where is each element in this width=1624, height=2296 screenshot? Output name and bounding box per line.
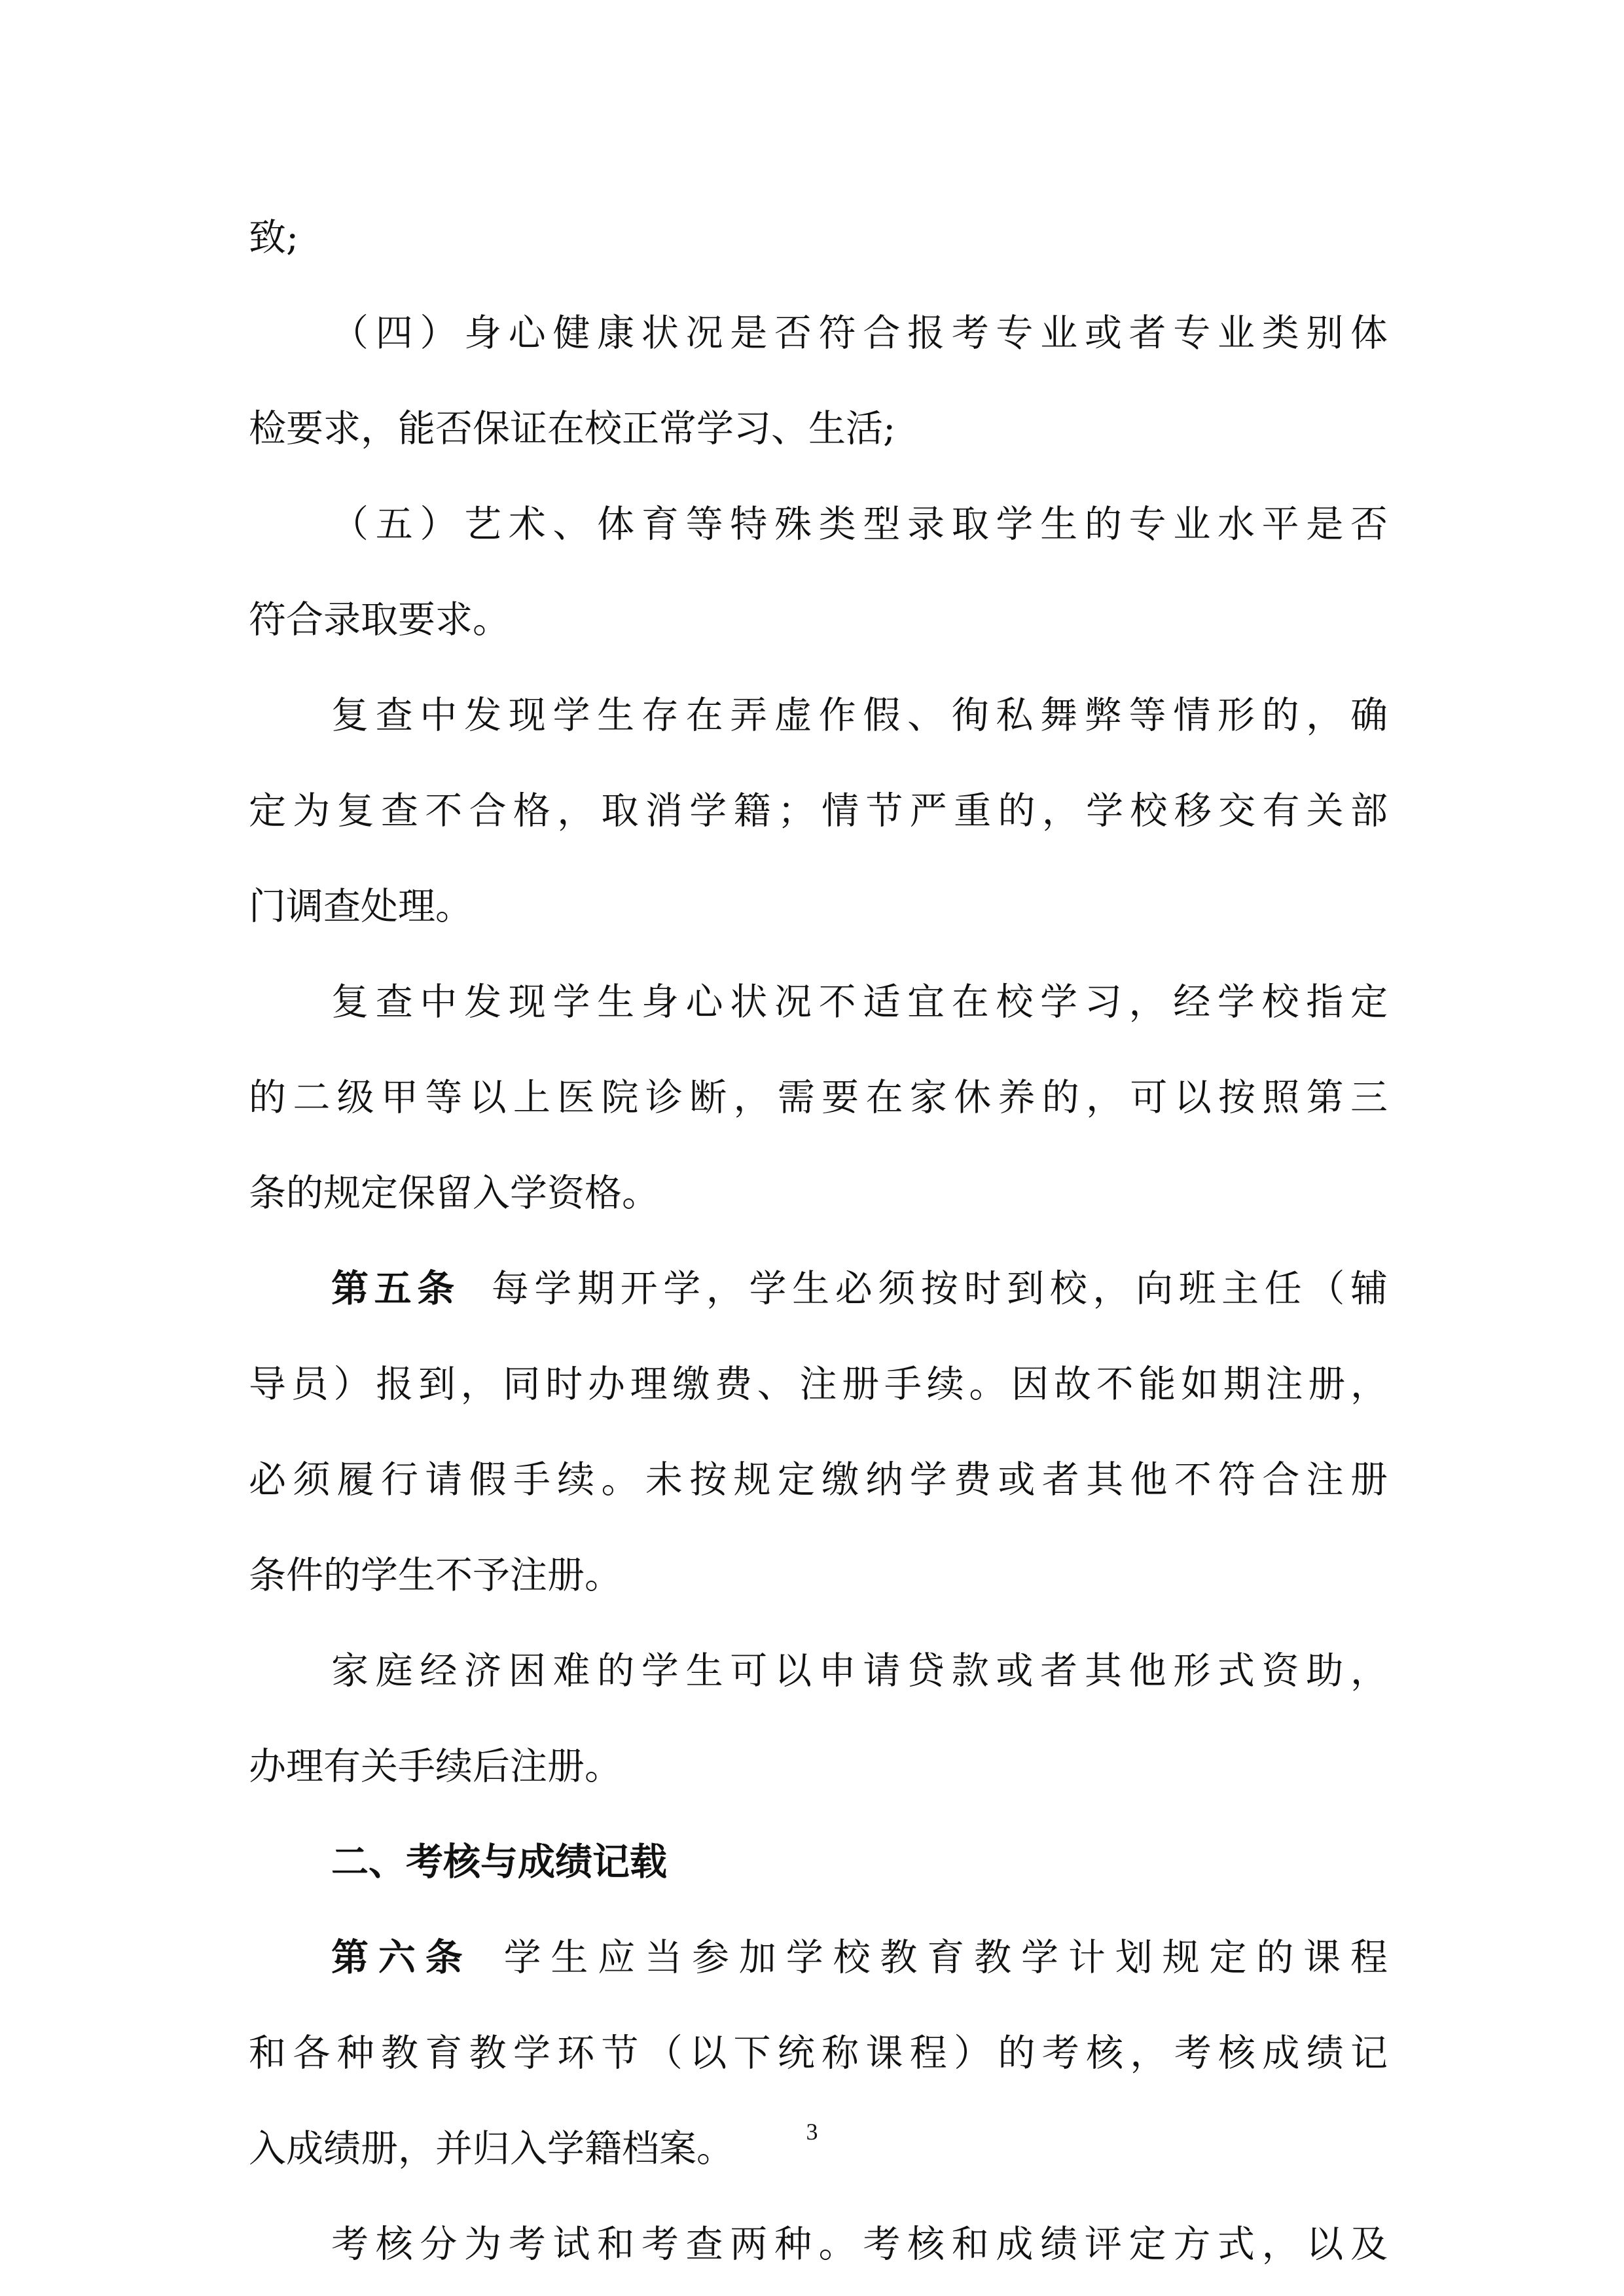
text-line xyxy=(249,381,1388,476)
text-line xyxy=(249,1336,1388,1432)
line-text: 条件的学生不予注册。 xyxy=(249,1554,622,1597)
line-text: 二、考核与成绩记载 xyxy=(331,1840,667,1884)
text-line xyxy=(249,1241,1388,1336)
text-line xyxy=(249,1623,1388,1719)
text-line xyxy=(249,2197,1388,2292)
text-line xyxy=(249,190,1388,285)
line-text: （四）身心健康状况是否符合报考专业或者专业类别体 xyxy=(331,312,1388,355)
text-line xyxy=(249,1432,1388,1528)
article-label: 第六条 xyxy=(331,1936,473,1979)
section-heading xyxy=(249,1814,1388,1910)
body-text xyxy=(249,190,1388,2292)
text-line xyxy=(249,572,1388,668)
line-text: 复查中发现学生身心状况不适宜在校学习，经学校指定 xyxy=(331,980,1388,1024)
text-line xyxy=(249,285,1388,381)
text-line xyxy=(249,668,1388,763)
line-text: 的二级甲等以上医院诊断，需要在家休养的，可以按照第三 xyxy=(249,1076,1388,1119)
line-text: （五）艺术、体育等特殊类型录取学生的专业水平是否 xyxy=(331,503,1388,546)
line-text: 学生应当参加学校教育教学计划规定的课程 xyxy=(503,1936,1388,1979)
text-line xyxy=(249,954,1388,1050)
page-number: 3 xyxy=(806,2119,818,2145)
line-text: 门调查处理。 xyxy=(249,885,473,928)
line-text: 和各种教育教学环节（以下统称课程）的考核，考核成绩记 xyxy=(249,2032,1388,2075)
line-text: 考核分为考试和考查两种。考核和成绩评定方式，以及 xyxy=(331,2223,1388,2266)
text-line xyxy=(249,476,1388,572)
line-text: 条的规定保留入学资格。 xyxy=(249,1172,659,1215)
article-label: 第五条 xyxy=(331,1267,460,1310)
text-line xyxy=(249,1145,1388,1241)
line-text: 家庭经济困难的学生可以申请贷款或者其他形式资助， xyxy=(331,1649,1388,1693)
text-line xyxy=(249,1528,1388,1623)
line-text: 入成绩册，并归入学籍档案。 xyxy=(249,2127,734,2170)
text-line xyxy=(249,2101,1388,2197)
line-text: 必须履行请假手续。未按规定缴纳学费或者其他不符合注册 xyxy=(249,1458,1388,1501)
text-line xyxy=(249,1719,1388,1814)
text-line xyxy=(249,1910,1388,2005)
line-text: 致; xyxy=(249,216,299,259)
text-line xyxy=(249,2005,1388,2101)
line-text: 复查中发现学生存在弄虚作假、徇私舞弊等情形的，确 xyxy=(331,694,1388,737)
line-text: 定为复查不合格，取消学籍；情节严重的，学校移交有关部 xyxy=(249,789,1388,833)
text-line xyxy=(249,1050,1388,1145)
line-text: 每学期开学，学生必须按时到校，向班主任（辅 xyxy=(491,1267,1388,1310)
line-text: 符合录取要求。 xyxy=(249,598,510,641)
line-text: 办理有关手续后注册。 xyxy=(249,1745,622,1788)
line-text: 导员）报到，同时办理缴费、注册手续。因故不能如期注册， xyxy=(249,1363,1388,1406)
line-text: 检要求，能否保证在校正常学习、生活; xyxy=(249,407,896,450)
text-line xyxy=(249,859,1388,954)
text-line xyxy=(249,763,1388,859)
